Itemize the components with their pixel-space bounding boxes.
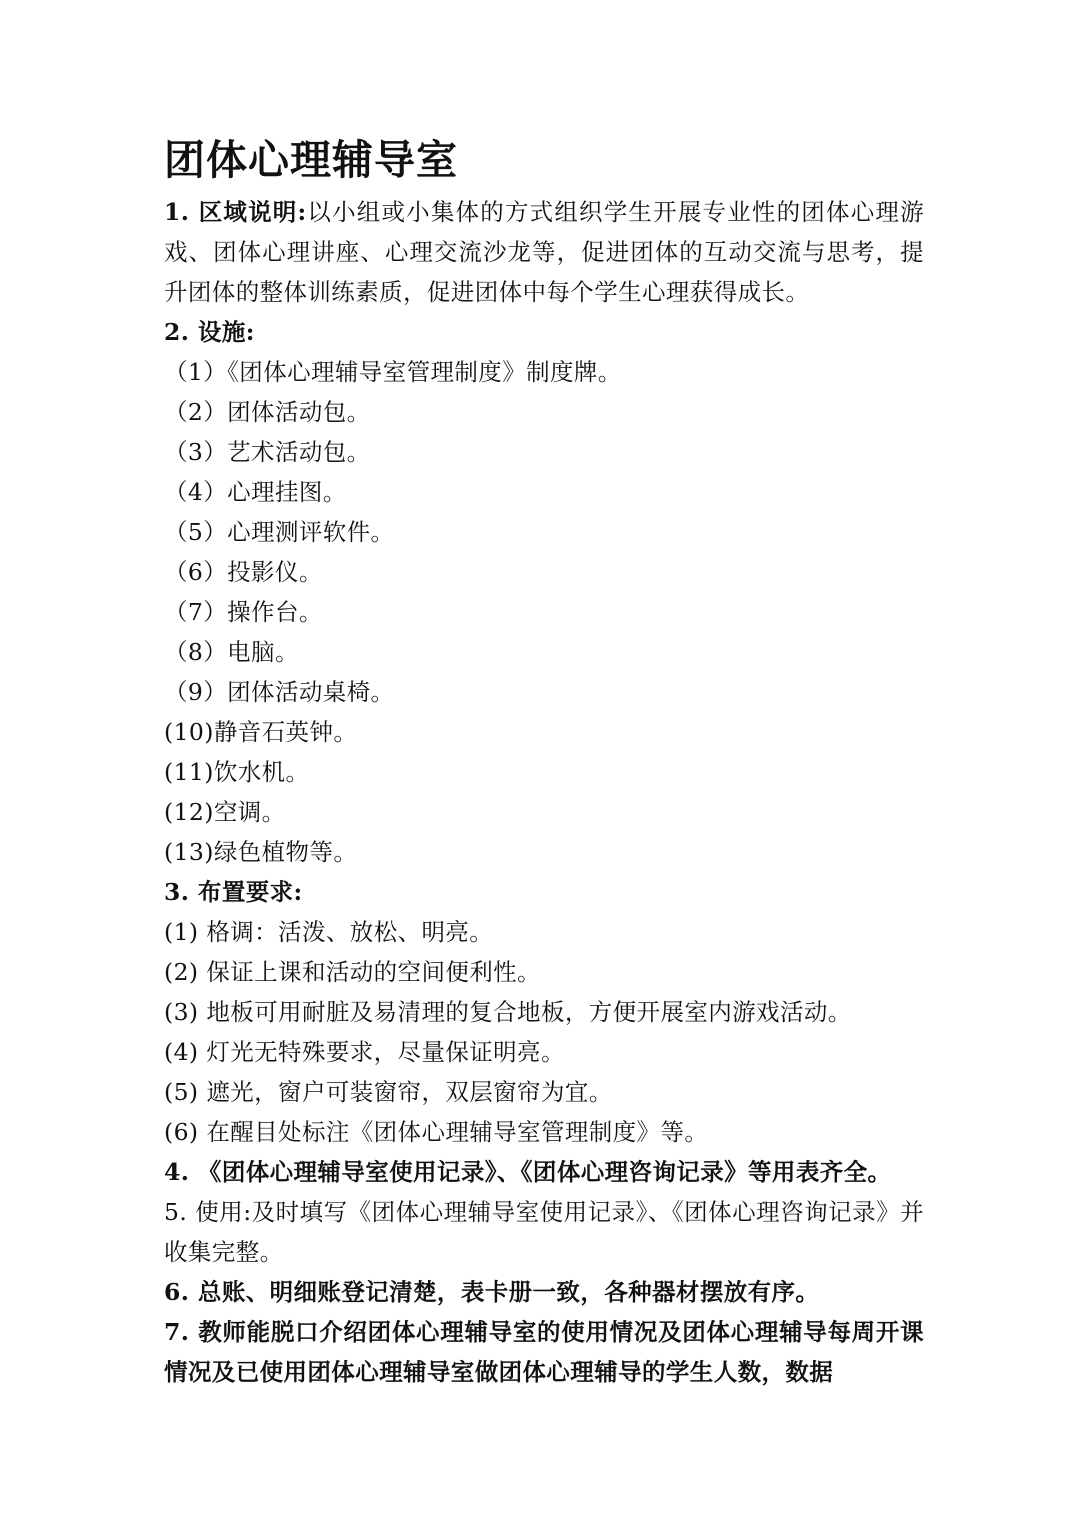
facility-item: (13)绿色植物等。: [164, 838, 358, 866]
facility-item: (12)空调。: [164, 798, 286, 826]
layout-requirements-list: [164, 912, 924, 1152]
facility-item: (10)静音石英钟。: [164, 718, 358, 746]
section-1-area-description: [164, 192, 924, 312]
section-5-usage: [164, 1192, 924, 1272]
section-5-text: 及时填写《团体心理辅导室使用记录》、《团体心理咨询记录》并收集完整。: [164, 1198, 924, 1266]
facility-item: （2）团体活动包。: [164, 398, 371, 426]
section-6-ledger: 6. 总账、明细账登记清楚，表卡册一致，各种器材摆放有序。: [164, 1278, 820, 1306]
document-body: [164, 130, 924, 1392]
requirement-item: (6) 在醒目处标注《团体心理辅导室管理制度》等。: [164, 1118, 709, 1146]
section-1-text: 以小组或小集体的方式组织学生开展专业性的团体心理游戏、团体心理讲座、心理交流沙龙等，促进团体的互动交流与思考，提升团体的整体训练素质，促进团体中每个学生心理获得成长。: [164, 198, 924, 306]
section-2-heading: 2. 设施:: [164, 318, 255, 346]
requirement-item: (4) 灯光无特殊要求，尽量保证明亮。: [164, 1038, 565, 1066]
section-3-heading: 3. 布置要求:: [164, 878, 303, 906]
requirement-item: (1) 格调：活泼、放松、明亮。: [164, 918, 494, 946]
facilities-list: [164, 352, 924, 872]
requirement-item: (3) 地板可用耐脏及易清理的复合地板，方便开展室内游戏活动。: [164, 998, 852, 1026]
facility-item: （4）心理挂图。: [164, 478, 347, 506]
section-4-records: 4. 《团体心理辅导室使用记录》、《团体心理咨询记录》等用表齐全。: [164, 1158, 892, 1186]
requirement-item: (5) 遮光，窗户可装窗帘，双层窗帘为宜。: [164, 1078, 613, 1106]
section-7-teacher-introduction: 7. 教师能脱口介绍团体心理辅导室的使用情况及团体心理辅导每周开课情况及已使用团体心理辅导室做团体心理辅导的学生人数，数据: [164, 1318, 924, 1386]
facility-item: (11)饮水机。: [164, 758, 310, 786]
facility-item: （8）电脑。: [164, 638, 299, 666]
requirement-item: (2) 保证上课和活动的空间便利性。: [164, 958, 541, 986]
facility-item: （5）心理测评软件。: [164, 518, 395, 546]
facility-item: （7）操作台。: [164, 598, 323, 626]
section-1-heading: 1. 区域说明:: [164, 198, 307, 226]
facility-item: （6）投影仪。: [164, 558, 323, 586]
facility-item: （9）团体活动桌椅。: [164, 678, 395, 706]
facility-item: （1）《团体心理辅导室管理制度》制度牌。: [164, 358, 622, 386]
facility-item: （3）艺术活动包。: [164, 438, 371, 466]
section-5-heading: 5. 使用:: [164, 1198, 252, 1226]
page-title: 团体心理辅导室: [164, 136, 458, 184]
